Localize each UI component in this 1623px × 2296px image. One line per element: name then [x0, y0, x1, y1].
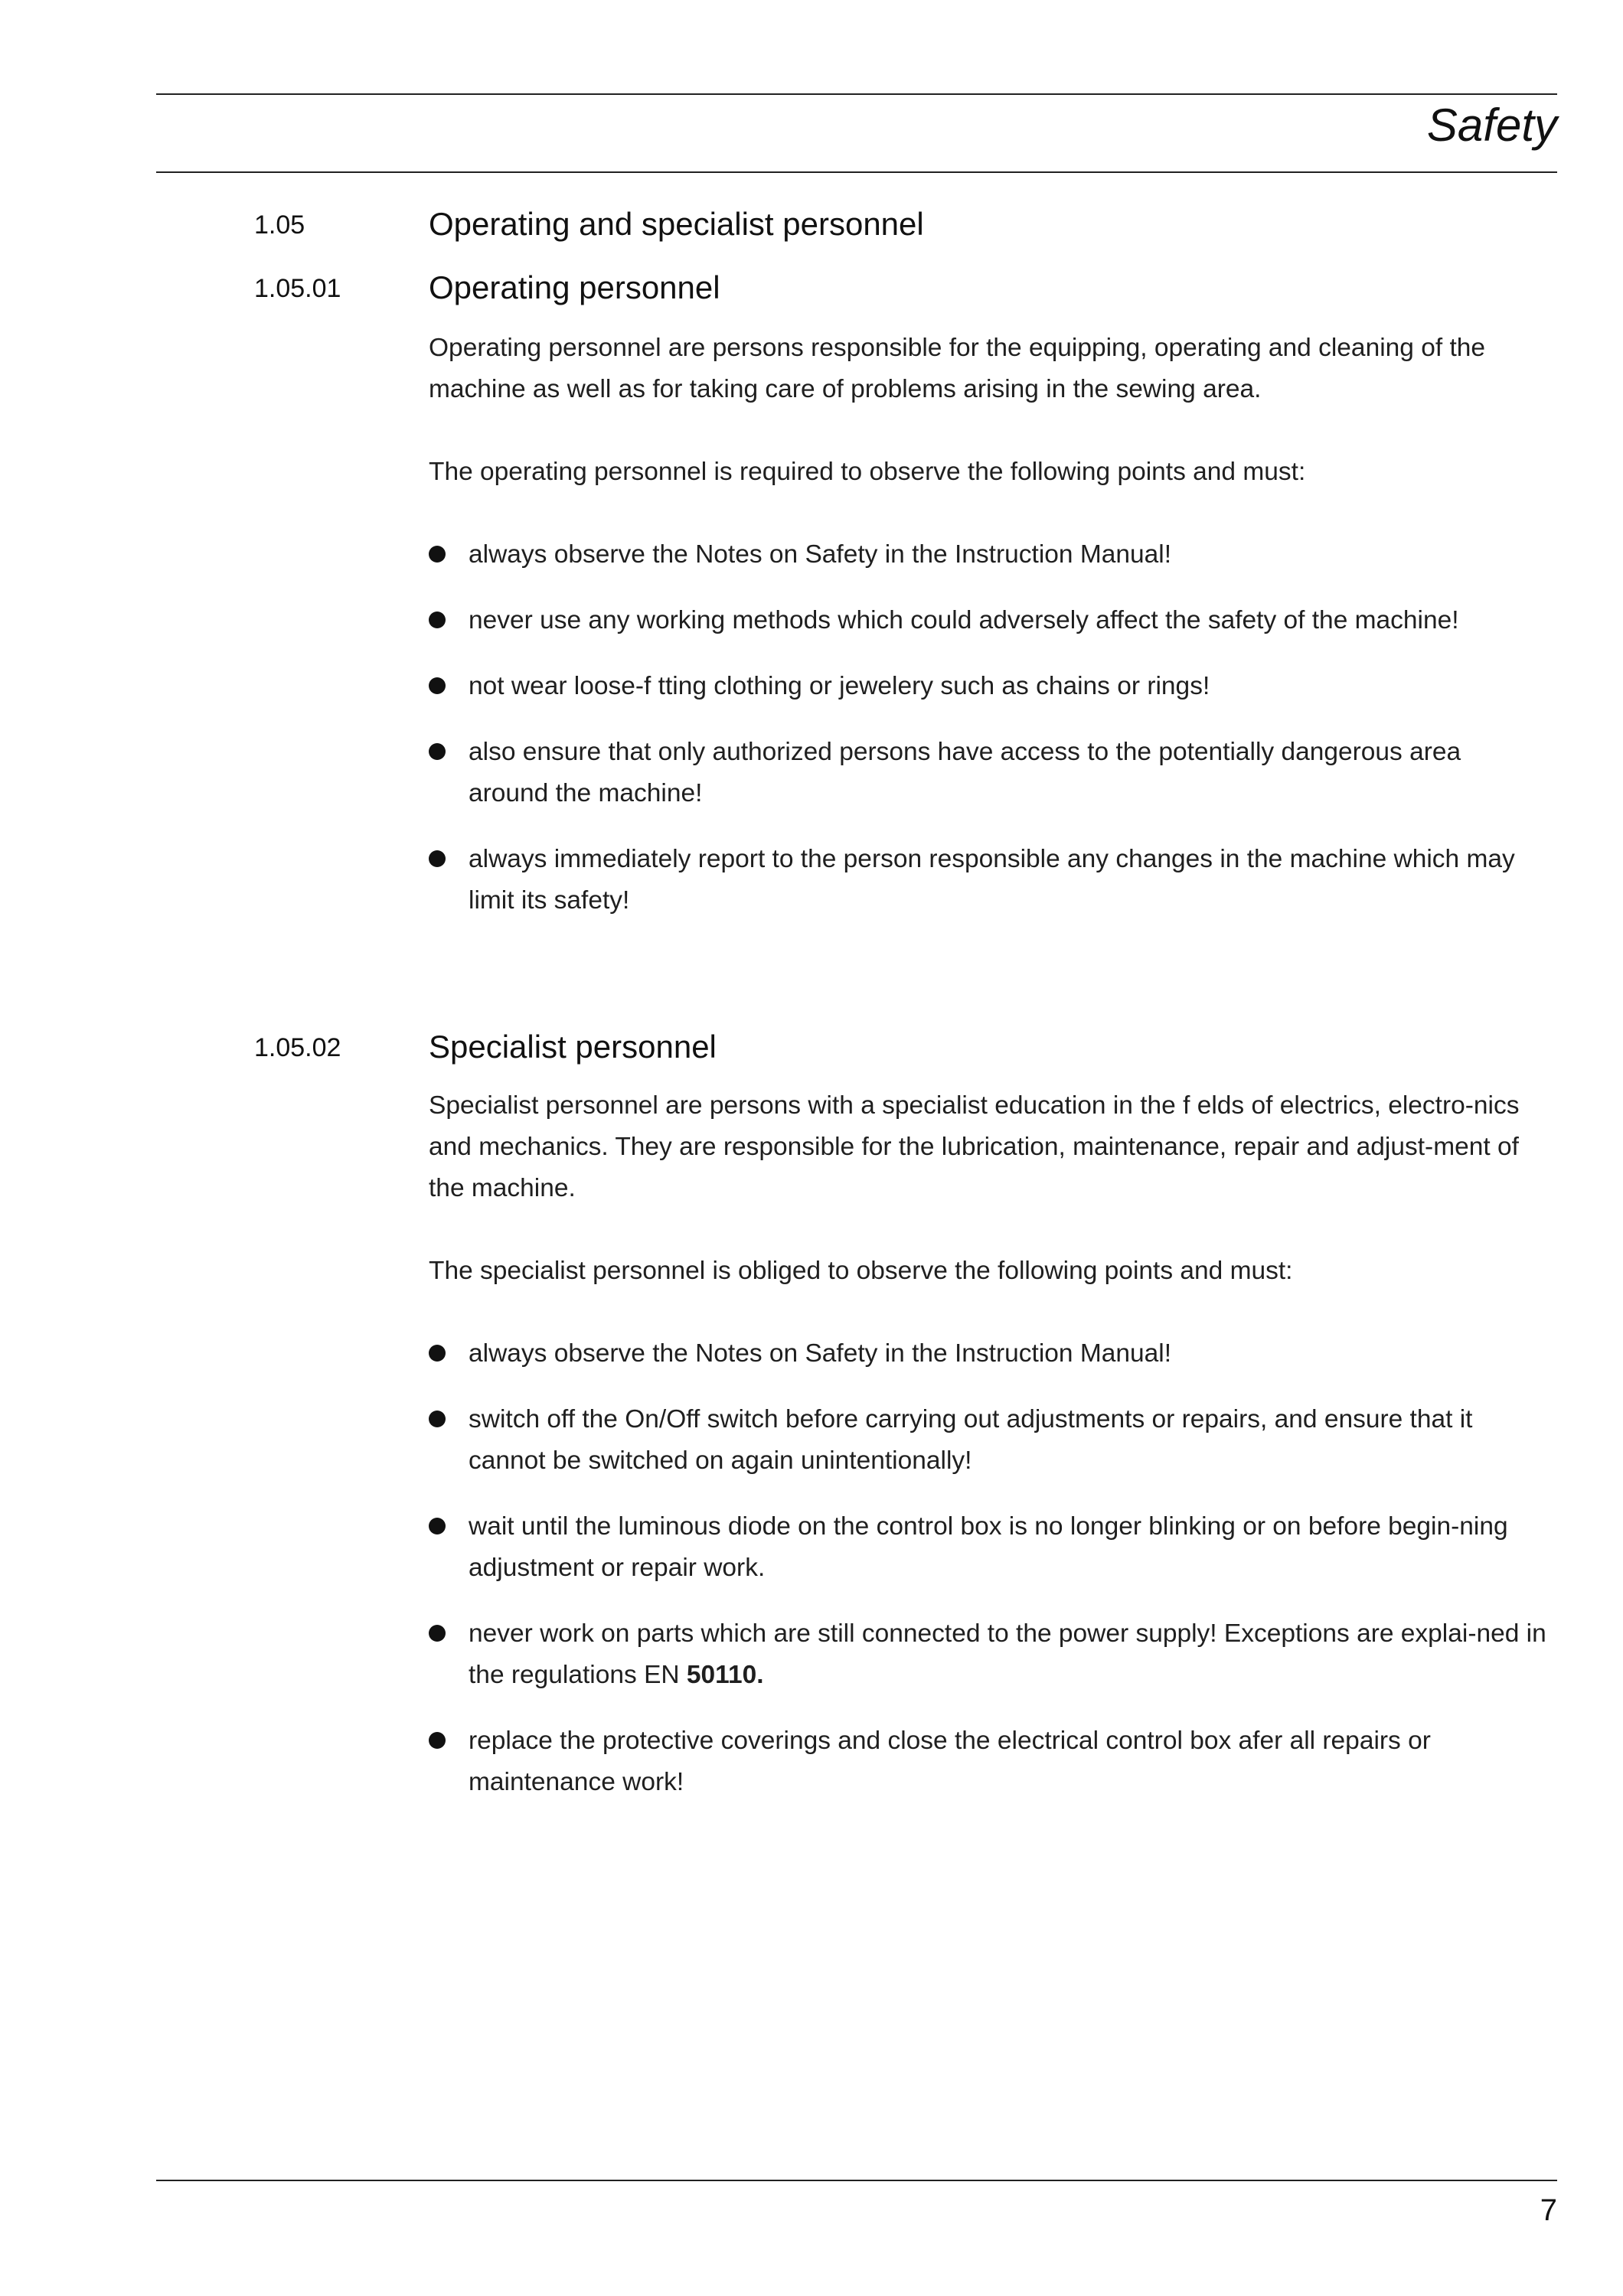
operating-definition-paragraph: Operating personnel are persons responsible for the equipping, operating and cleaning of the machine as well as for taking care of problems arising in the sewing area.: [429, 334, 1486, 403]
specialist-definition-paragraph: Specialist personnel are persons with a specialist education in the f elds of electrics, electro-nics and mechanics. They are responsible for the lubrication, maintenance, repair and adjust-ment of the machine.: [429, 1091, 1520, 1202]
list-item-text: also ensure that only authorized persons have access to the potentially dangerous area around the machine!: [469, 738, 1461, 807]
list-item-text-main: never work on parts which are still connected to the power supply! Exceptions are explai-ned in the regulations EN: [469, 1619, 1546, 1689]
subsection-title: Specialist personnel: [429, 1029, 717, 1065]
list-item-text: switch off the On/Off switch before carrying out adjustments or repairs, and ensure that it cannot be switched on again unintentionally!: [469, 1405, 1473, 1475]
list-item-text: always immediately report to the person responsible any changes in the machine which may limit its safety!: [469, 845, 1515, 915]
list-item: [429, 1506, 1554, 1589]
bullet-icon: [429, 1625, 446, 1642]
standard-reference: 50110.: [686, 1661, 764, 1689]
bullet-icon: [429, 1518, 446, 1534]
list-item: [429, 1333, 1562, 1375]
operating-intro-paragraph: The operating personnel is required to observe the following points and must:: [429, 458, 1306, 486]
list-item: [429, 732, 1531, 814]
list-item-text: always observe the Notes on Safety in the Instruction Manual!: [469, 540, 1172, 569]
subsection-title: Operating personnel: [429, 269, 720, 305]
bullet-icon: [429, 1411, 446, 1427]
list-item: [429, 1720, 1531, 1803]
footer-rule: [156, 2180, 1557, 2181]
header-bottom-rule: [156, 171, 1557, 173]
specialist-intro-paragraph: The specialist personnel is obliged to observe the following points and must:: [429, 1257, 1293, 1285]
list-item-text: [469, 1613, 1562, 1696]
list-item-text: wait until the luminous diode on the control box is no longer blinking or on before begin-ning adjustment or repair work.: [469, 1512, 1508, 1582]
list-item: [429, 666, 1562, 707]
list-item-text: never use any working methods which could adversely affect the safety of the machine!: [469, 606, 1459, 634]
section-number: 1.05: [254, 210, 305, 240]
bullet-icon: [429, 850, 446, 867]
bullet-icon: [429, 1732, 446, 1749]
bullet-icon: [429, 677, 446, 694]
list-item: [429, 600, 1562, 641]
page-number: 7: [1540, 2193, 1557, 2227]
list-item: [429, 1613, 1562, 1696]
subsection-number: 1.05.01: [254, 274, 341, 303]
list-item-text: not wear loose-f tting clothing or jewelery such as chains or rings!: [469, 672, 1210, 700]
header-title: Safety: [1426, 99, 1557, 151]
section-title: Operating and specialist personnel: [429, 206, 924, 242]
list-item: [429, 1399, 1531, 1482]
list-item: [429, 839, 1531, 921]
bullet-icon: [429, 743, 446, 760]
bullet-icon: [429, 612, 446, 628]
bullet-icon: [429, 546, 446, 563]
list-item: [429, 534, 1562, 576]
bullet-icon: [429, 1345, 446, 1362]
list-item-text: always observe the Notes on Safety in the Instruction Manual!: [469, 1339, 1172, 1368]
header-top-rule: [156, 93, 1557, 95]
subsection-number: 1.05.02: [254, 1033, 341, 1062]
list-item-text: replace the protective coverings and close the electrical control box afer all repairs or maintenance work!: [469, 1727, 1431, 1796]
